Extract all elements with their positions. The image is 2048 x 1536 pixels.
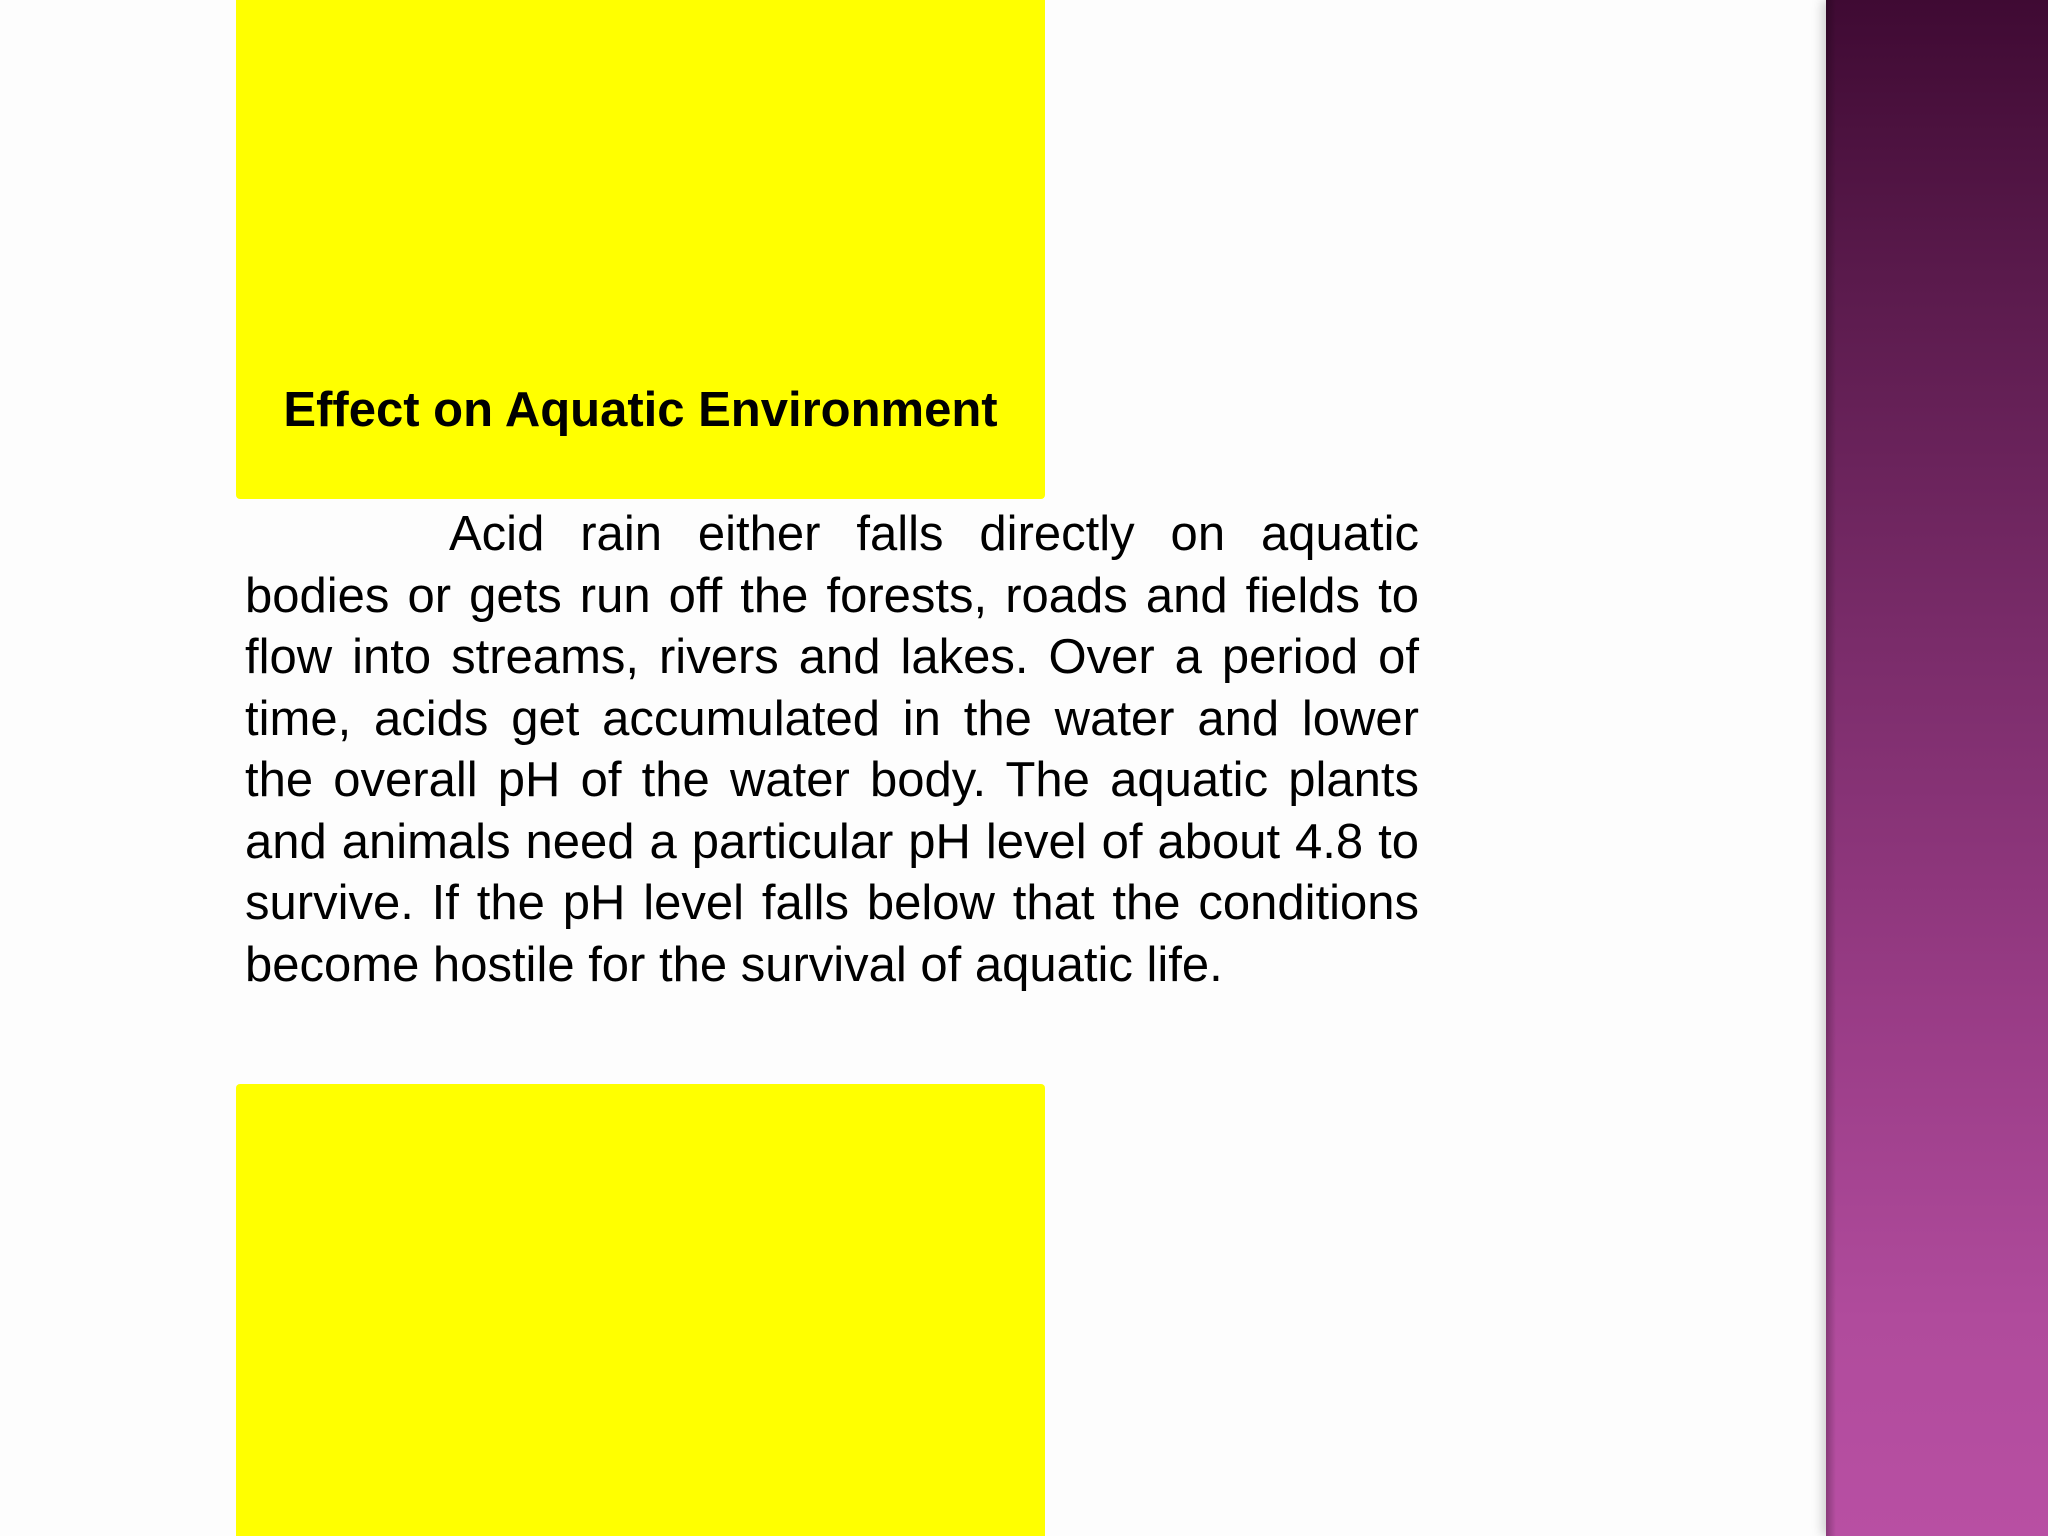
decorative-side-band bbox=[1826, 0, 2048, 1536]
side-band-shadow bbox=[1826, 0, 1836, 1536]
slide-title: Effect on Aquatic Environment bbox=[283, 383, 998, 437]
bottom-yellow-block bbox=[236, 1084, 1045, 1536]
slide-body-text: Acid rain either falls directly on aquatic bodies or gets run off the forests, roads and fields to flow into streams, rivers and lakes. Over a period of time, acids get accumulated in the water and lower the overall pH of the water body. The aquatic plants and animals need a particular pH level of about 4.8 to survive. If the pH level falls below that the conditions become hostile for the survival of aquatic life. bbox=[245, 507, 1419, 992]
